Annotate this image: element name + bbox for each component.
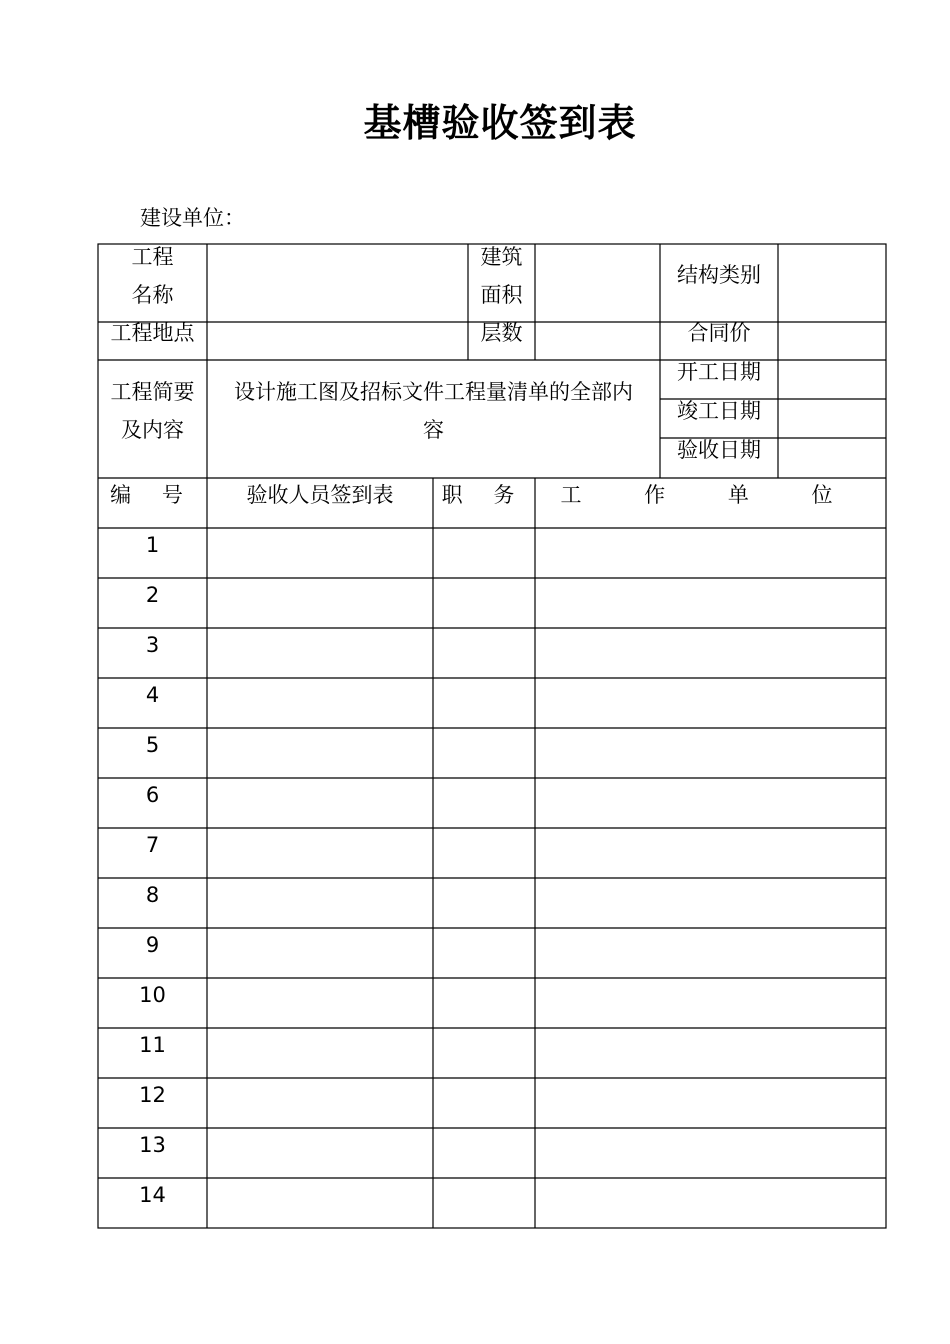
row-number: 6 (145, 783, 160, 807)
position-cell[interactable] (433, 728, 535, 778)
start-date-value[interactable] (778, 360, 886, 399)
work-unit-cell[interactable] (535, 578, 886, 628)
row-number: 12 (139, 1083, 166, 1107)
position-cell[interactable] (433, 978, 535, 1028)
floors-label: 层数 (480, 321, 523, 345)
contract-price-value[interactable] (778, 322, 886, 360)
acceptance-date-value[interactable] (778, 438, 886, 478)
contract-price-label: 合同价 (687, 321, 751, 345)
completion-date-value[interactable] (778, 399, 886, 438)
acceptance-date-label: 验收日期 (677, 438, 761, 462)
row-number: 8 (145, 883, 160, 907)
position-cell[interactable] (433, 1178, 535, 1228)
signature-cell[interactable] (207, 628, 433, 678)
signature-cell[interactable] (207, 1078, 433, 1128)
position-cell[interactable] (433, 828, 535, 878)
header-work-unit: 工 作 单 位 (560, 483, 861, 507)
row-number: 1 (145, 533, 160, 557)
building-area-label-line1: 建筑 (480, 245, 523, 269)
position-cell[interactable] (433, 878, 535, 928)
building-area-value[interactable] (535, 244, 660, 322)
row-number: 9 (145, 933, 160, 957)
floors-value[interactable] (535, 322, 660, 360)
work-unit-cell[interactable] (535, 1128, 886, 1178)
row-number: 2 (145, 583, 160, 607)
signature-cell[interactable] (207, 928, 433, 978)
row-number: 10 (139, 983, 166, 1007)
work-unit-cell[interactable] (535, 1178, 886, 1228)
position-cell[interactable] (433, 678, 535, 728)
summary-value-line1: 设计施工图及招标文件工程量清单的全部内 (234, 380, 633, 404)
signature-cell[interactable] (207, 578, 433, 628)
header-number: 编 号 (110, 483, 195, 507)
work-unit-cell[interactable] (535, 1028, 886, 1078)
work-unit-cell[interactable] (535, 528, 886, 578)
work-unit-cell[interactable] (535, 1078, 886, 1128)
summary-label-line1: 工程简要 (110, 380, 195, 404)
work-unit-cell[interactable] (535, 828, 886, 878)
row-number: 14 (139, 1183, 166, 1207)
work-unit-cell[interactable] (535, 728, 886, 778)
position-cell[interactable] (433, 1078, 535, 1128)
signature-cell[interactable] (207, 778, 433, 828)
project-name-label-line2: 名称 (131, 283, 174, 307)
building-area-label-line2: 面积 (480, 283, 523, 307)
work-unit-cell[interactable] (535, 928, 886, 978)
signature-cell[interactable] (207, 728, 433, 778)
structure-type-value[interactable] (778, 244, 886, 322)
work-unit-cell[interactable] (535, 628, 886, 678)
row-number: 4 (145, 683, 160, 707)
work-unit-cell[interactable] (535, 978, 886, 1028)
header-position: 职 务 (441, 483, 527, 507)
work-unit-cell[interactable] (535, 778, 886, 828)
summary-value-line2: 容 (423, 418, 444, 442)
row-number: 3 (145, 633, 160, 657)
work-unit-cell[interactable] (535, 878, 886, 928)
position-cell[interactable] (433, 1028, 535, 1078)
project-name-value[interactable] (207, 244, 468, 322)
header-signature: 验收人员签到表 (246, 483, 394, 507)
row-number: 13 (139, 1133, 166, 1157)
position-cell[interactable] (433, 628, 535, 678)
work-unit-cell[interactable] (535, 678, 886, 728)
project-name-label-line1: 工程 (131, 245, 174, 269)
project-location-label: 工程地点 (110, 321, 195, 345)
position-cell[interactable] (433, 578, 535, 628)
signature-cell[interactable] (207, 1178, 433, 1228)
construction-unit-label: 建设单位： (140, 206, 245, 230)
signature-cell[interactable] (207, 828, 433, 878)
project-location-value[interactable] (207, 322, 468, 360)
signature-cell[interactable] (207, 678, 433, 728)
signature-cell[interactable] (207, 1128, 433, 1178)
position-cell[interactable] (433, 928, 535, 978)
signature-cell[interactable] (207, 1028, 433, 1078)
signature-cell[interactable] (207, 878, 433, 928)
position-cell[interactable] (433, 1128, 535, 1178)
page-title: 基槽验收签到表 (363, 100, 637, 145)
summary-label-line2: 及内容 (121, 418, 184, 442)
completion-date-label: 竣工日期 (677, 399, 761, 423)
start-date-label: 开工日期 (677, 360, 761, 384)
signature-cell[interactable] (207, 528, 433, 578)
position-cell[interactable] (433, 778, 535, 828)
position-cell[interactable] (433, 528, 535, 578)
row-number: 5 (145, 733, 160, 757)
row-number: 7 (145, 833, 160, 857)
signature-cell[interactable] (207, 978, 433, 1028)
structure-type-label: 结构类别 (677, 263, 761, 287)
row-number: 11 (139, 1033, 166, 1057)
